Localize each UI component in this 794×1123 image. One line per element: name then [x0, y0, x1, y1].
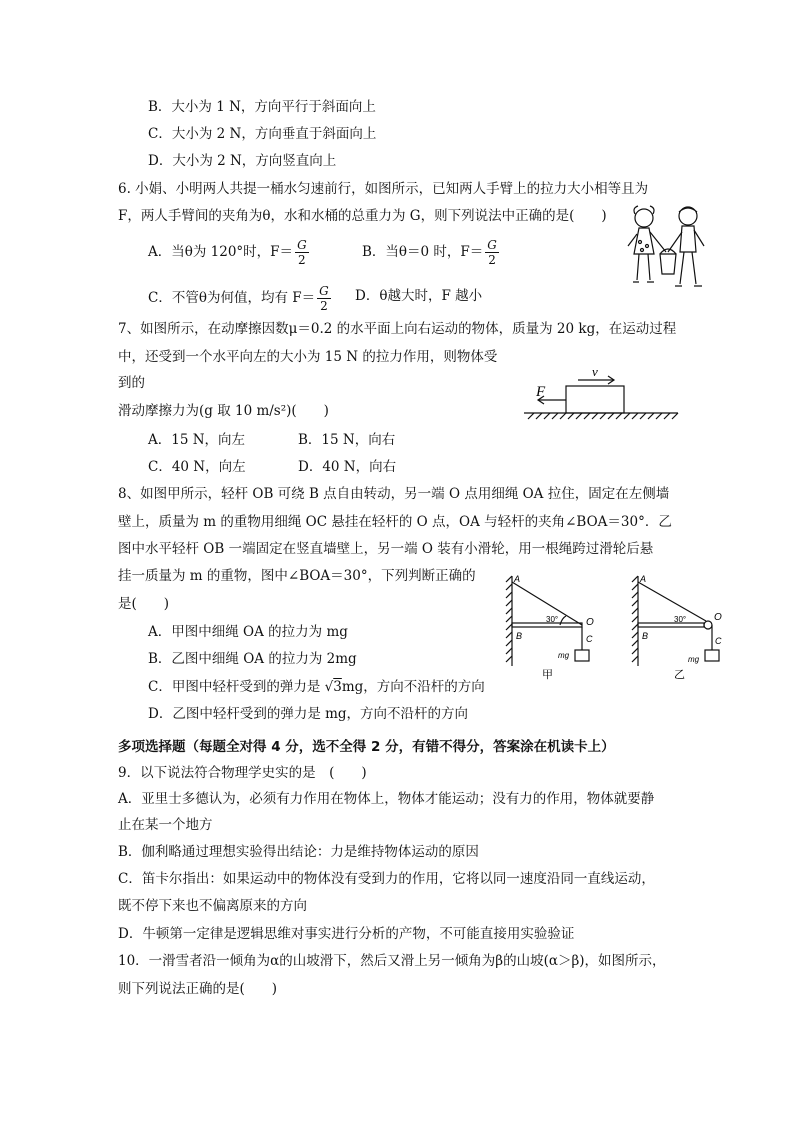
q8-stem-line2: 壁上，质量为 m 的重物用细绳 OC 悬挂在轻杆的 O 点，OA 与轻杆的夹角∠BOA＝30°．乙 — [118, 514, 672, 530]
q9-option-c-line2: 既不停下来也不偏离原来的方向 — [118, 898, 307, 914]
q9-option-a-line1: A．亚里士多德认为，必须有力作用在物体上，物体才能运动；没有力的作用，物体就要静 — [118, 791, 655, 807]
q9-option-d: D．牛顿第一定律是逻辑思维对事实进行分析的产物，不可能直接用实验验证 — [118, 926, 575, 942]
q8-option-d: D．乙图中轻杆受到的弹力是 mg，方向不沿杆的方向 — [148, 706, 469, 722]
q9-option-b: B．伽利略通过理想实验得出结论：力是维持物体运动的原因 — [118, 844, 479, 860]
fraction-numerator: G — [297, 238, 307, 252]
mg-label: mg — [558, 651, 570, 660]
rod-pulley-diagram-yi — [626, 570, 732, 682]
fraction — [317, 284, 331, 313]
fraction-numerator: G — [319, 284, 329, 298]
q8-stem-line1: 8、如图甲所示，轻杆 OB 可绕 B 点自由转动，另一端 O 点用细绳 OA 拉住，固定在左侧墙 — [118, 486, 670, 502]
fraction-denominator: 2 — [320, 299, 328, 313]
point-a-label: A — [640, 574, 647, 584]
force-label: F — [536, 384, 546, 400]
block-on-floor-diagram — [518, 364, 684, 424]
q8-stem-line4: 挂一质量为 m 的重物，图中∠BOA＝30°，下列判断正确的 — [118, 568, 476, 584]
q6-option-c — [148, 284, 333, 313]
q10-stem-line2: 则下列说法正确的是( ) — [118, 981, 278, 997]
angle-label: 30° — [674, 615, 687, 624]
q5-option-d: D．大小为 2 N，方向竖直向上 — [148, 153, 337, 169]
q8-option-c-text-end: mg，方向不沿杆的方向 — [341, 679, 485, 695]
fraction — [295, 238, 309, 267]
children-carrying-bucket-illustration — [622, 202, 714, 294]
point-a-label: A — [514, 574, 521, 584]
q6-option-c-text: C．不管θ为何值，均有 F＝ — [148, 290, 316, 306]
q8-option-c-text: C．甲图中轻杆受到的弹力是 — [148, 679, 325, 695]
point-o-label: O — [714, 612, 722, 623]
q8-option-c — [148, 678, 485, 696]
point-c-label: C — [715, 636, 722, 646]
rod-ob — [638, 623, 704, 627]
q8-stem-line3: 图中水平轻杆 OB 一端固定在竖直墙壁上，另一端 O 装有小滑轮，用一根绳跨过滑轮后悬 — [118, 541, 654, 557]
q6-option-b-text: B．当θ＝0 时，F＝ — [362, 244, 484, 260]
q6-option-a — [148, 238, 311, 267]
weight — [705, 650, 719, 661]
wall-hatching — [506, 576, 512, 662]
q10-stem-line1: 10．一滑雪者沿一倾角为α的山坡滑下，然后又滑上另一倾角为β的山坡(α＞β)，如图所示， — [118, 953, 666, 969]
point-b-label: B — [642, 631, 649, 641]
q7-option-d: D．40 N，向右 — [298, 459, 397, 475]
block — [566, 386, 624, 413]
q6-option-d: D．θ越大时，F 越小 — [355, 288, 483, 304]
q7-stem-line1: 7、如图所示，在动摩擦因数μ＝0.2 的水平面上向右运动的物体，质量为 20 kg，在运动过程 — [118, 321, 677, 337]
weight — [575, 650, 589, 661]
q7-stem-line4: 滑动摩擦力为(g 取 10 m/s²)( ) — [118, 403, 329, 419]
q6-option-b — [362, 238, 501, 267]
q8-stem-line5: 是( ) — [118, 596, 170, 612]
pulley — [704, 621, 712, 629]
q9-stem: 9．以下说法符合物理学史实的是 ( ) — [118, 765, 367, 781]
q6-stem-line1: 6. 小娟、小明两人共提一桶水匀速前行，如图所示，已知两人手臂上的拉力大小相等且为 — [118, 181, 649, 197]
q5-option-b: B．大小为 1 N，方向平行于斜面向上 — [148, 99, 376, 115]
q6-option-a-text: A．当θ为 120°时，F＝ — [148, 244, 294, 260]
velocity-label: v — [592, 364, 598, 379]
q7-option-c: C．40 N，向左 — [148, 459, 246, 475]
fraction-numerator: G — [487, 238, 497, 252]
q7-option-b: B．15 N，向右 — [298, 432, 396, 448]
section-title: 多项选择题（每题全对得 4 分，选不全得 2 分，有错不得分，答案涂在机读卡上） — [118, 739, 615, 755]
rope-oa — [638, 582, 706, 621]
figure-jia-caption: 甲 — [542, 668, 553, 681]
sqrt: √3 — [324, 679, 342, 695]
fraction — [485, 238, 499, 267]
q9-option-c-line1: C．笛卡尔指出：如果运动中的物体没有受到力的作用，它将以同一速度沿同一直线运动， — [118, 871, 655, 887]
ground-hatching — [528, 413, 678, 419]
mg-label: mg — [688, 655, 700, 664]
point-b-label: B — [516, 631, 523, 641]
point-c-label: C — [586, 634, 593, 644]
q7-option-a: A．15 N，向左 — [148, 432, 246, 448]
q8-option-a: A．甲图中细绳 OA 的拉力为 mg — [148, 624, 348, 640]
sqrt-radicand: 3 — [333, 679, 342, 695]
angle-label: 30° — [546, 615, 559, 624]
fraction-denominator: 2 — [488, 253, 496, 267]
q6-stem-line2: F，两人手臂间的夹角为θ，水和水桶的总重力为 G，则下列说法中正确的是( ) — [118, 208, 607, 224]
q7-stem-line2: 中，还受到一个水平向左的大小为 15 N 的拉力作用，则物体受 — [118, 349, 498, 365]
rod-rope-diagram-jia — [502, 570, 608, 682]
q7-stem-line3: 到的 — [118, 375, 145, 391]
q5-option-c: C．大小为 2 N，方向垂直于斜面向上 — [148, 126, 377, 142]
q9-option-a-line2: 止在某一个地方 — [118, 817, 213, 833]
wall-hatching — [632, 576, 638, 662]
figure-yi-caption: 乙 — [674, 668, 685, 681]
q8-option-b: B．乙图中细绳 OA 的拉力为 2mg — [148, 651, 357, 667]
fraction-denominator: 2 — [298, 253, 306, 267]
point-o-label: O — [586, 617, 594, 628]
